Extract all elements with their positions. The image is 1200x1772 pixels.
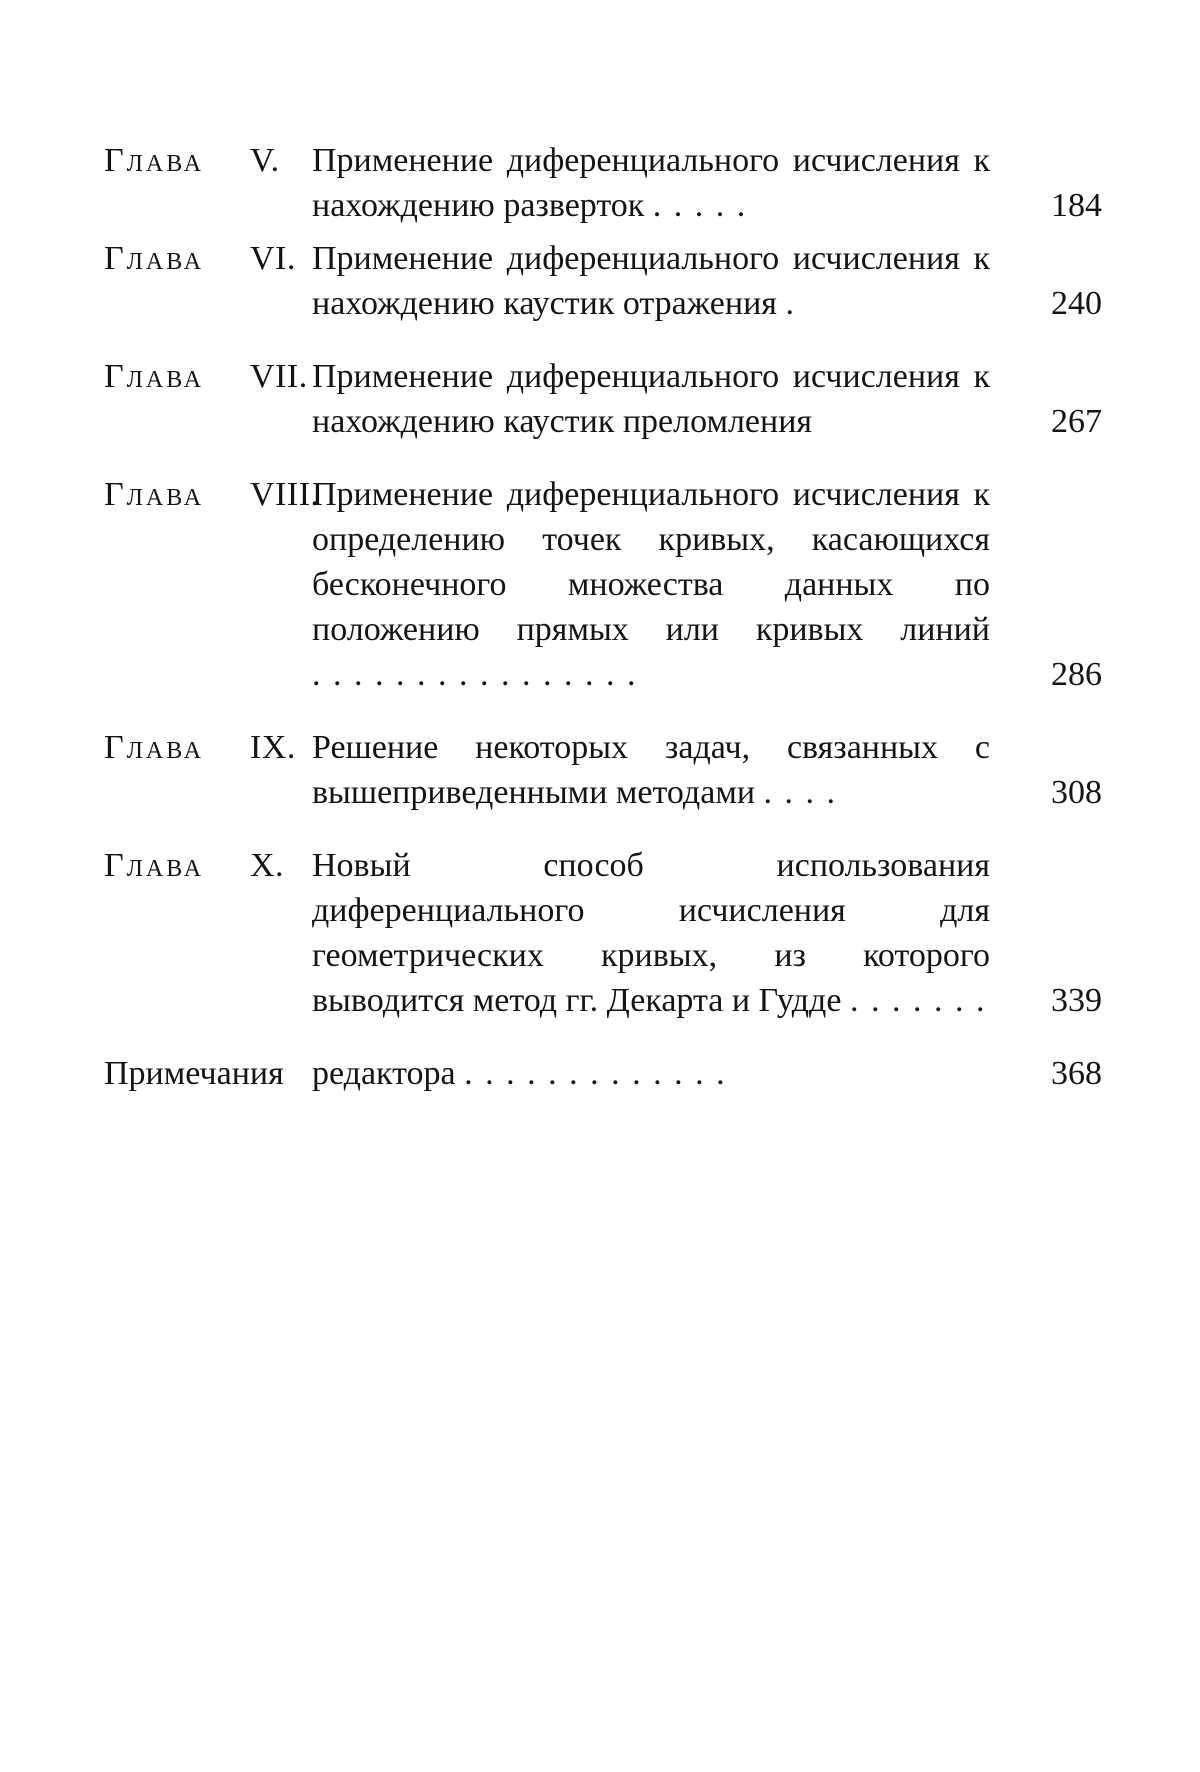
page-number: 308	[1051, 774, 1102, 811]
chapter-word: Глава	[104, 240, 205, 277]
chapter-title-text: Новый способ использования диференциального исчисления для геометрических кривых, из которого выводится метод гг. Декарта и Гудде	[312, 847, 990, 1019]
toc-entry-editor-notes	[104, 1051, 1104, 1096]
leader-dots: . . . . . . .	[849, 982, 987, 1019]
page-number: 240	[1051, 285, 1102, 322]
page-number: 184	[1051, 187, 1102, 224]
chapter-title	[312, 472, 990, 697]
chapter-title	[312, 354, 990, 444]
table-of-contents	[104, 138, 1104, 1096]
notes-title	[312, 1051, 990, 1096]
leader-dots: . . . .	[763, 774, 838, 811]
toc-entry-chapter-10	[104, 843, 1104, 1023]
page-number: 368	[1051, 1055, 1102, 1092]
notes-title-text: редактора	[312, 1055, 456, 1092]
chapter-title-text: Решение некоторых задач, связанных с вышеприведенными методами	[312, 729, 990, 811]
chapter-title	[312, 725, 990, 815]
chapter-title-text: Применение диференциального исчисления к определению точек кривых, касающихся бесконечного множества данных по положению прямых или кривых линий	[312, 476, 990, 648]
toc-entry-chapter-9	[104, 725, 1104, 815]
chapter-number: VIII.	[250, 476, 320, 513]
chapter-word: Глава	[104, 358, 205, 395]
chapter-title-text: Применение диференциального исчисления к нахождению разверток	[312, 142, 990, 224]
leader-dots: . . . . . . . . . . . . .	[464, 1055, 727, 1092]
chapter-number: IX.	[250, 729, 296, 766]
toc-entry-chapter-5	[104, 138, 1104, 228]
chapter-title	[312, 843, 990, 1023]
toc-entry-chapter-6	[104, 236, 1104, 326]
notes-label: Примечания	[104, 1055, 284, 1092]
leader-dots: .	[785, 285, 796, 322]
chapter-label	[104, 138, 296, 183]
leader-dots: . . . . . . . . . . . . . . . .	[312, 656, 638, 693]
chapter-title	[312, 236, 990, 326]
leader-dots: . . . . .	[652, 187, 748, 224]
chapter-label	[104, 843, 296, 888]
chapter-label	[104, 472, 320, 517]
chapter-number: VII.	[250, 358, 308, 395]
chapter-number: VI.	[250, 240, 296, 277]
page-number: 286	[1051, 656, 1102, 693]
page-number: 339	[1051, 982, 1102, 1019]
chapter-word: Глава	[104, 847, 205, 884]
chapter-label	[104, 236, 296, 281]
chapter-word: Глава	[104, 729, 205, 766]
chapter-number: X.	[250, 847, 285, 884]
chapter-number: V.	[250, 142, 280, 179]
chapter-label	[104, 725, 296, 770]
chapter-word: Глава	[104, 476, 205, 513]
toc-entry-chapter-7	[104, 354, 1104, 444]
chapter-label	[104, 354, 308, 399]
chapter-title	[312, 138, 990, 228]
chapter-title-text: Применение диференциального исчисления к нахождению каустик преломления	[312, 358, 990, 440]
chapter-title-text: Применение диференциального исчисления к нахождению каустик отражения	[312, 240, 990, 322]
page-number: 267	[1051, 403, 1102, 440]
chapter-word: Глава	[104, 142, 205, 179]
toc-entry-chapter-8	[104, 472, 1104, 697]
